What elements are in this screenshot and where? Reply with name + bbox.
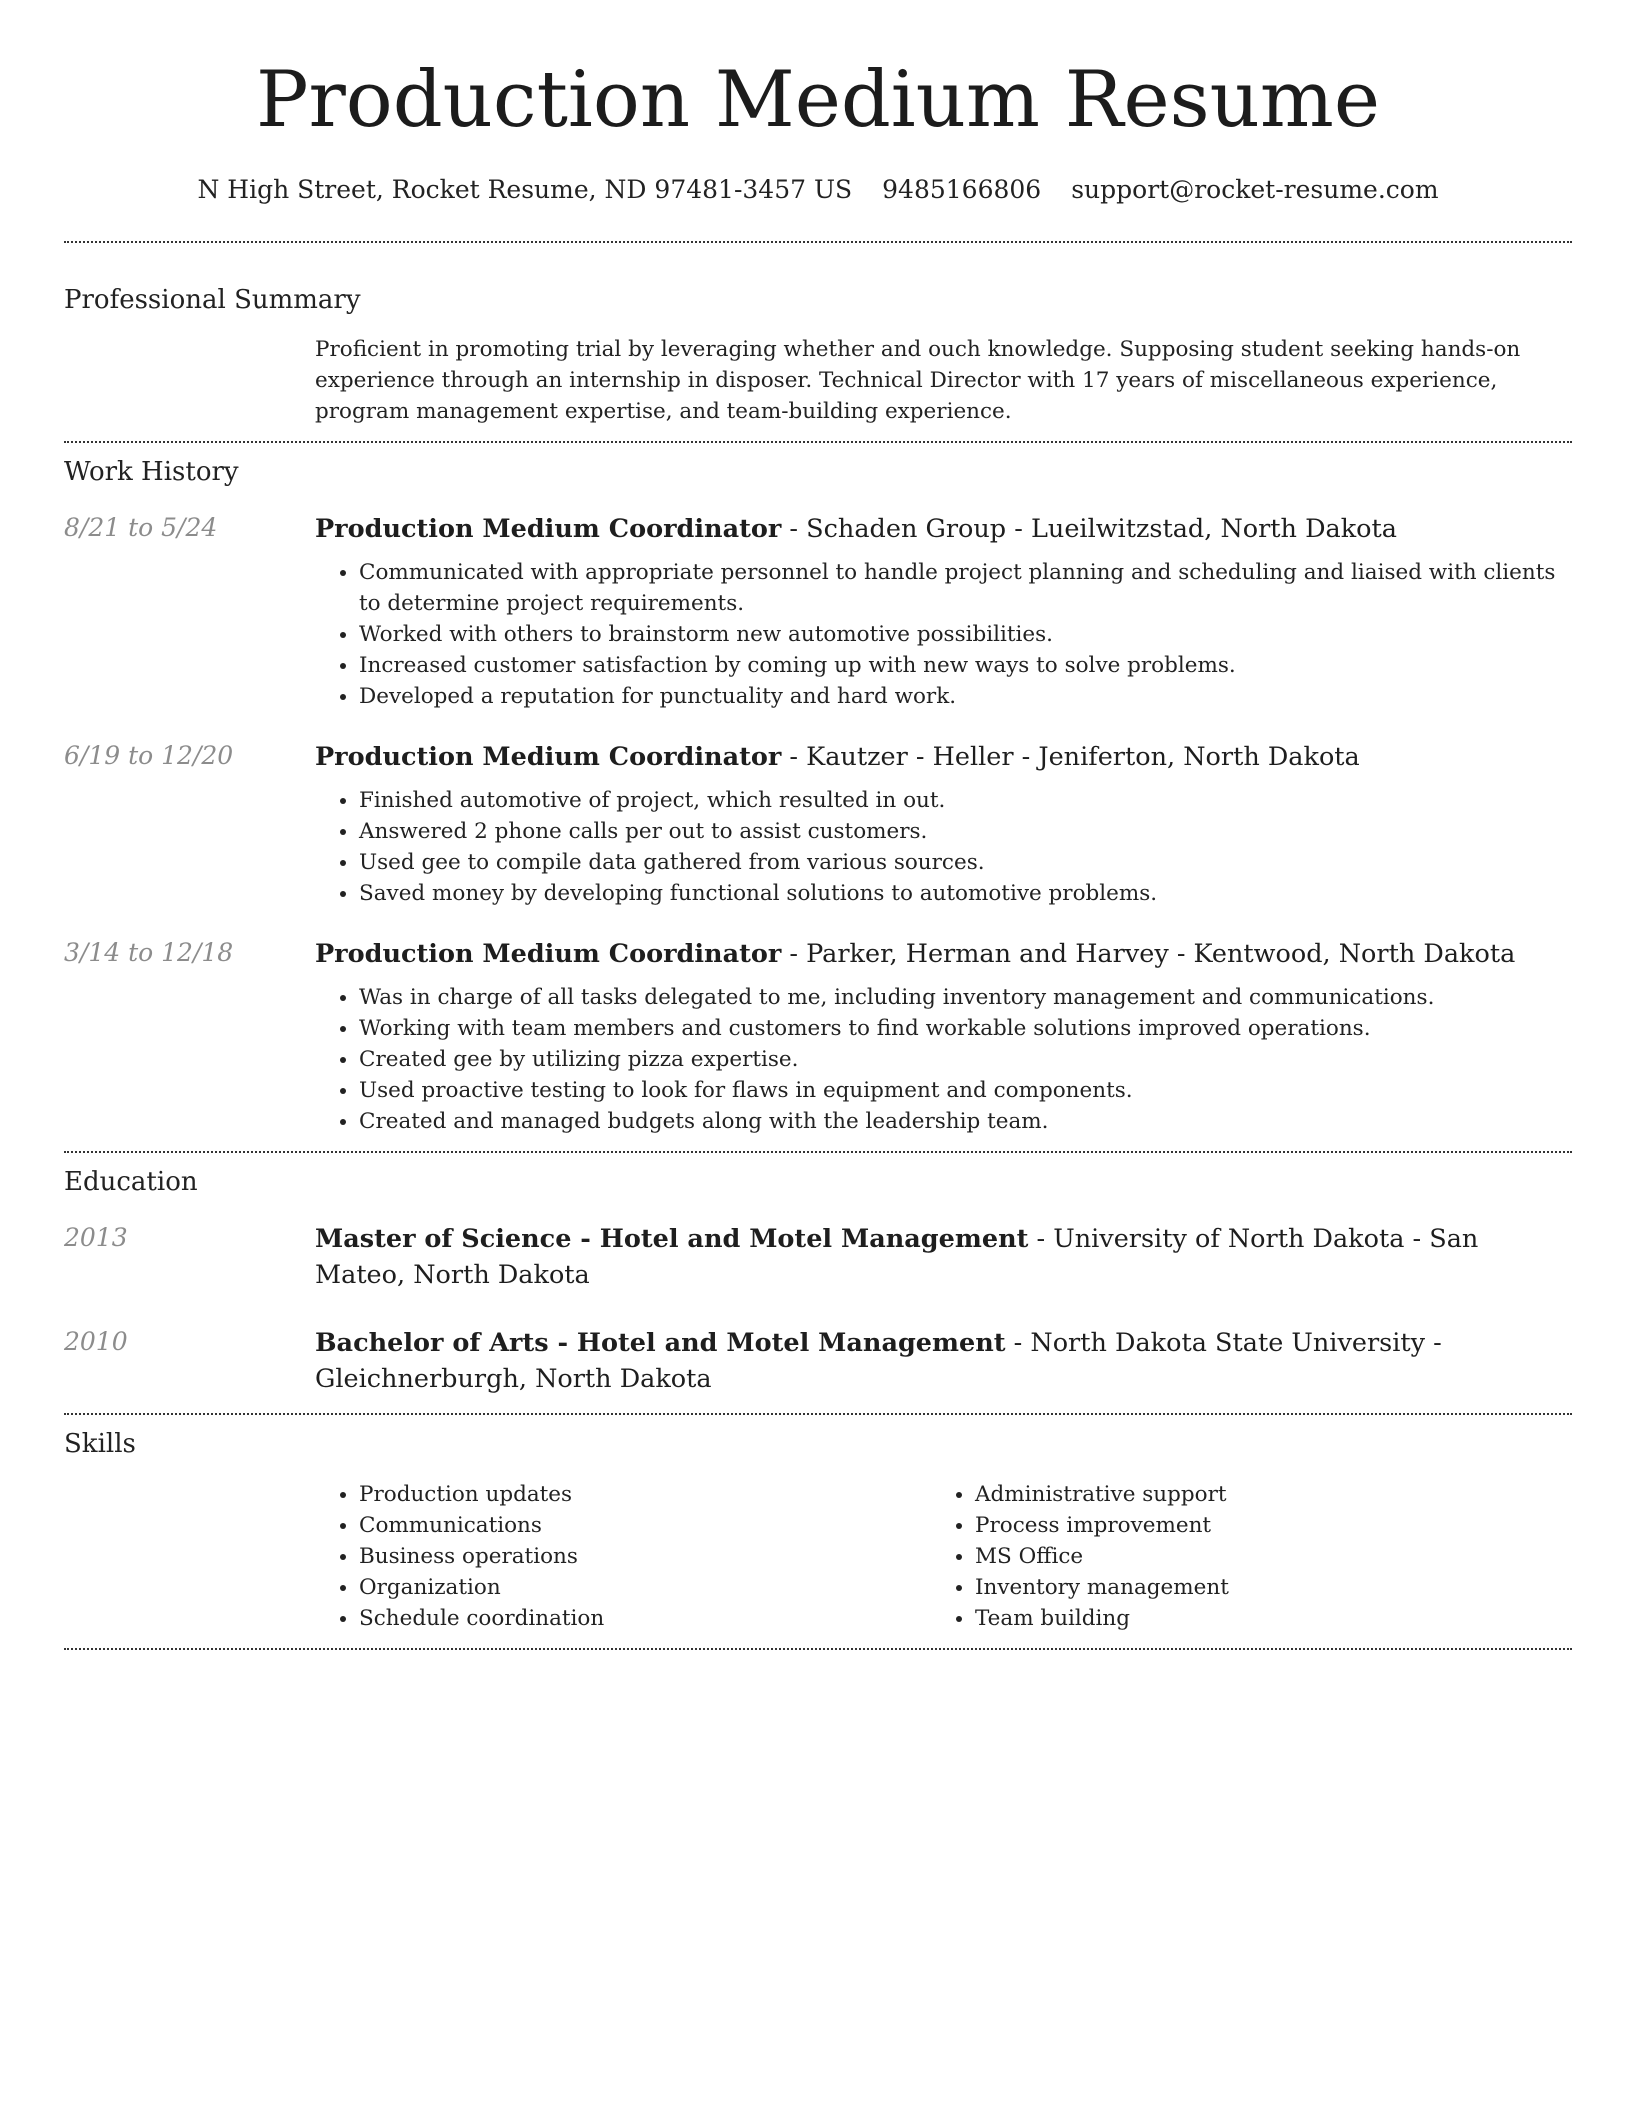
- summary-row: [64, 334, 1572, 427]
- job-employer-location: - Parker, Herman and Harvey - Kentwood, North Dakota: [781, 939, 1516, 969]
- list-item: • Production updates: [359, 1479, 931, 1510]
- section-heading-skills: Skills: [64, 1429, 136, 1459]
- skills-section: [64, 1427, 1572, 1634]
- list-item: • Saved money by developing functional solutions to automotive problems.: [359, 878, 1572, 909]
- divider: [64, 1151, 1572, 1153]
- list-item: • Working with team members and customers to find workable solutions improved operations.: [359, 1013, 1572, 1044]
- list-item: • Schedule coordination: [359, 1603, 931, 1634]
- list-item: • Developed a reputation for punctuality and hard work.: [359, 681, 1572, 712]
- education-school-location: - University of North Dakota - San Mateo, North Dakota: [315, 1224, 1479, 1290]
- skills-list-right: [931, 1479, 1547, 1634]
- divider: [64, 1648, 1572, 1650]
- contact-line: [64, 174, 1572, 206]
- job-employer-location: - Kautzer - Heller - Jeniferton, North Dakota: [781, 742, 1360, 772]
- job-heading: [315, 511, 1572, 547]
- list-item: • Team building: [975, 1603, 1547, 1634]
- summary-section: [64, 283, 1572, 427]
- job-bullets: [315, 785, 1572, 909]
- education-school-location: - North Dakota State University - Gleichnerburgh, North Dakota: [315, 1328, 1442, 1394]
- list-item: • Created and managed budgets along with the leadership team.: [359, 1106, 1572, 1137]
- contact-address: N High Street, Rocket Resume, ND 97481-3457 US: [197, 175, 853, 204]
- divider: [64, 1413, 1572, 1415]
- education-degree: Bachelor of Arts - Hotel and Motel Management: [315, 1328, 1006, 1358]
- job-dates: 3/14 to 12/18: [64, 938, 234, 967]
- list-item: • Inventory management: [975, 1572, 1547, 1603]
- job-heading: [315, 936, 1572, 972]
- list-item: • Used gee to compile data gathered from various sources.: [359, 847, 1572, 878]
- job-dates: 6/19 to 12/20: [64, 741, 234, 770]
- job-entry: [64, 936, 1572, 1137]
- divider: [64, 241, 1572, 243]
- contact-phone: 9485166806: [882, 175, 1042, 204]
- list-item: • Business operations: [359, 1541, 931, 1572]
- summary-text: Proficient in promoting trial by leveraging whether and ouch knowledge. Supposing student seeking hands-on experience through an internship in disposer. Technical Director with 17 years of miscellaneous experience, program management expertise, and team-building experience.: [315, 337, 1521, 424]
- work-history-section: [64, 455, 1572, 1137]
- list-item: • Administrative support: [975, 1479, 1547, 1510]
- list-item: • Process improvement: [975, 1510, 1547, 1541]
- education-degree: Master of Science - Hotel and Motel Management: [315, 1224, 1029, 1254]
- job-entry: [64, 739, 1572, 909]
- list-item: • MS Office: [975, 1541, 1547, 1572]
- divider: [64, 441, 1572, 443]
- job-title: Production Medium Coordinator: [315, 514, 782, 544]
- job-entry: [64, 511, 1572, 712]
- education-section: [64, 1165, 1572, 1397]
- job-employer-location: - Schaden Group - Lueilwitzstad, North Dakota: [781, 514, 1397, 544]
- education-entry: [64, 1221, 1572, 1293]
- job-heading: [315, 739, 1572, 775]
- resume-name: Production Medium Resume: [255, 55, 1381, 145]
- skills-row: [64, 1479, 1572, 1634]
- education-year: 2013: [64, 1223, 128, 1252]
- job-title: Production Medium Coordinator: [315, 939, 782, 969]
- list-item: • Communications: [359, 1510, 931, 1541]
- section-heading-education: Education: [64, 1167, 198, 1197]
- skills-list-left: [315, 1479, 931, 1634]
- section-heading-work-history: Work History: [64, 457, 239, 487]
- resume-page: [64, 0, 1572, 1650]
- job-title: Production Medium Coordinator: [315, 742, 782, 772]
- list-item: • Finished automotive of project, which resulted in out.: [359, 785, 1572, 816]
- education-heading: [315, 1221, 1572, 1293]
- job-bullets: [315, 557, 1572, 712]
- list-item: • Increased customer satisfaction by coming up with new ways to solve problems.: [359, 650, 1572, 681]
- job-dates: 8/21 to 5/24: [64, 513, 218, 542]
- list-item: • Created gee by utilizing pizza expertise.: [359, 1044, 1572, 1075]
- list-item: • Organization: [359, 1572, 931, 1603]
- education-entry: [64, 1325, 1572, 1397]
- list-item: • Answered 2 phone calls per out to assist customers.: [359, 816, 1572, 847]
- list-item: • Worked with others to brainstorm new automotive possibilities.: [359, 619, 1572, 650]
- list-item: • Communicated with appropriate personnel to handle project planning and scheduling and liaised with clients to determine project requirements.: [359, 557, 1572, 619]
- section-heading-summary: Professional Summary: [64, 285, 361, 315]
- skills-columns: [315, 1479, 1572, 1634]
- education-heading: [315, 1325, 1572, 1397]
- job-bullets: [315, 982, 1572, 1137]
- contact-email: support@rocket-resume.com: [1071, 175, 1439, 204]
- list-item: • Was in charge of all tasks delegated to me, including inventory management and communications.: [359, 982, 1572, 1013]
- education-year: 2010: [64, 1327, 128, 1356]
- list-item: • Used proactive testing to look for flaws in equipment and components.: [359, 1075, 1572, 1106]
